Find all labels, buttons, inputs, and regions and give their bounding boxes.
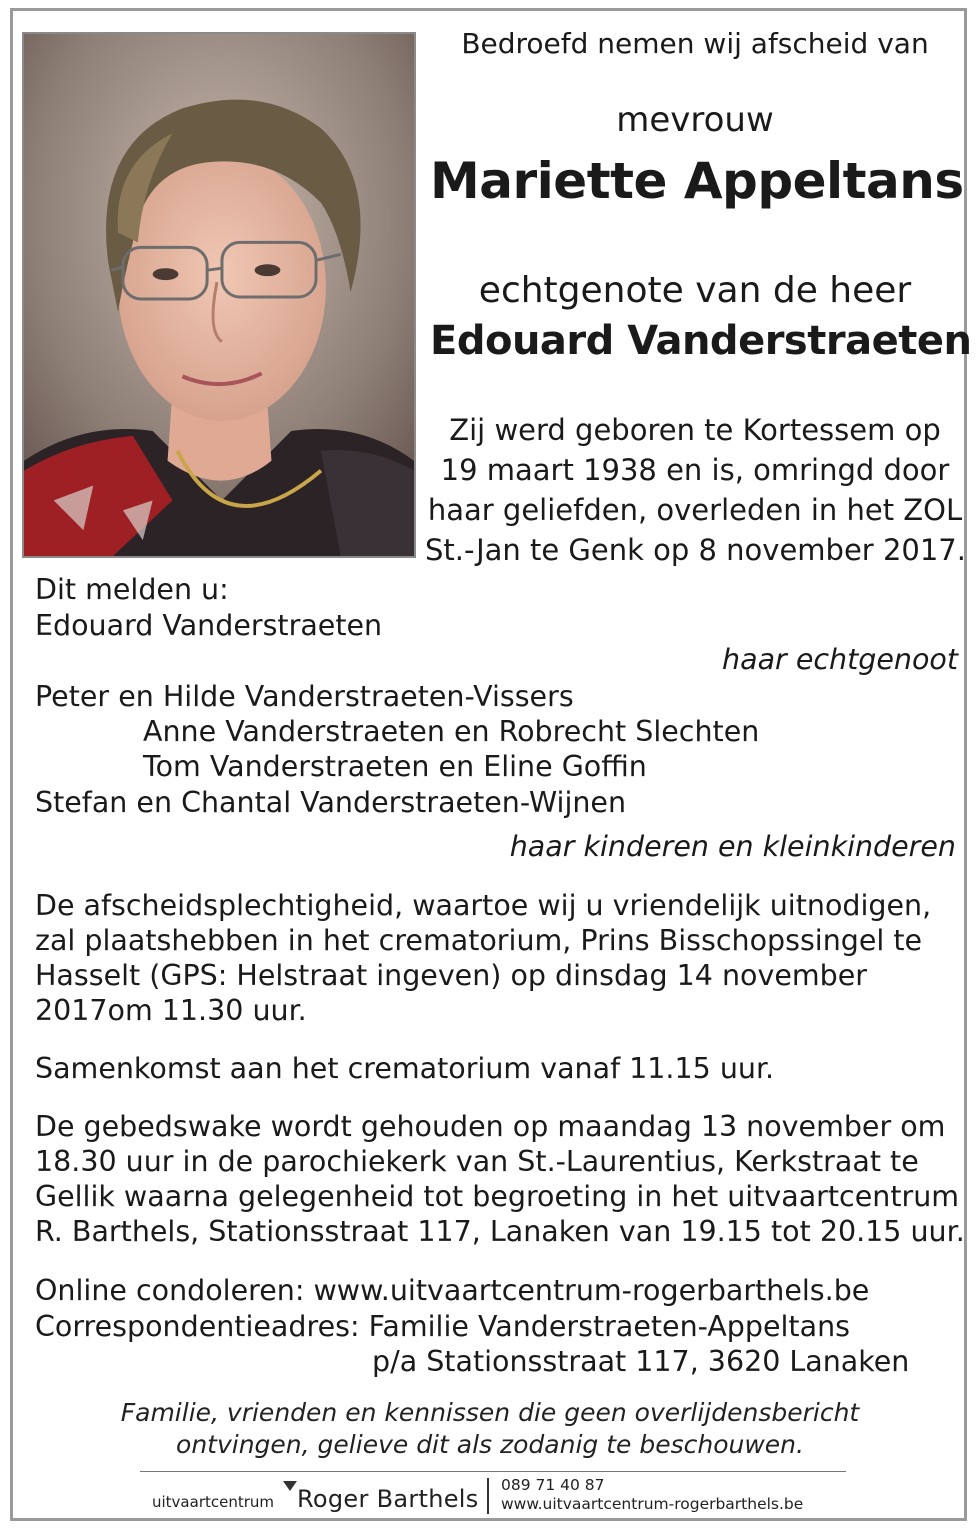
birth-line: St.-Jan te Genk op 8 november 2017. <box>425 533 966 567</box>
correspondence-line: Correspondentieadres: Familie Vanderstraeten-Appeltans <box>35 1310 850 1343</box>
wake-paragraph <box>35 1109 965 1249</box>
birth-line: 19 maart 1938 en is, omringd door <box>440 453 950 487</box>
wake-line: R. Barthels, Stationsstraat 117, Lanaken van 19.15 tot 20.15 uur. <box>35 1215 965 1248</box>
family-member: Peter en Hilde Vanderstraeten-Vissers <box>35 680 574 713</box>
footer-phone: 089 71 40 87 <box>501 1476 605 1494</box>
ceremony-line: Hasselt (GPS: Helstraat ingeven) op dinsdag 14 november <box>35 959 867 992</box>
logo-separator <box>487 1478 489 1514</box>
family-role: haar kinderen en kleinkinderen <box>509 830 956 863</box>
announce-intro: Dit melden u: <box>35 573 229 606</box>
spouse-role: haar echtgenoot <box>722 643 958 676</box>
ceremony-paragraph <box>35 888 965 1028</box>
footer-contact <box>501 1476 803 1514</box>
ceremony-line: De afscheidsplechtigheid, waartoe wij u vriendelijk uitnodigen, <box>35 889 932 922</box>
ceremony-line: 2017om 11.30 uur. <box>35 994 307 1027</box>
spouse-intro: echtgenote van de heer <box>478 270 912 311</box>
note-line: Familie, vrienden en kennissen die geen overlijdensbericht <box>120 1398 860 1427</box>
birth-death-info <box>425 410 965 570</box>
logo-triangle-icon <box>283 1481 297 1491</box>
note-line: ontvingen, gelieve dit als zodanig te beschouwen. <box>176 1430 804 1459</box>
announce-spouse: Edouard Vanderstraeten <box>35 609 383 642</box>
birth-line: Zij werd geboren te Kortessem op <box>449 413 941 447</box>
ceremony-line: zal plaatshebben in het crematorium, Prins Bisschopssingel te <box>35 924 923 957</box>
intro-text: Bedroefd nemen wij afscheid van <box>461 27 929 60</box>
deceased-name: Mariette Appeltans <box>430 152 964 210</box>
footer-divider <box>140 1471 846 1472</box>
wake-line: Gellik waarna gelegenheid tot begroeting in het uitvaartcentrum <box>35 1180 960 1213</box>
gathering-text: Samenkomst aan het crematorium vanaf 11.15 uur. <box>35 1052 775 1085</box>
logo-subtitle: uitvaartcentrum <box>152 1493 275 1511</box>
condolence-line: Online condoleren: www.uitvaartcentrum-rogerbarthels.be <box>35 1274 870 1307</box>
address-line: p/a Stationsstraat 117, 3620 Lanaken <box>372 1345 910 1378</box>
family-member: Tom Vanderstraeten en Eline Goffin <box>143 750 647 783</box>
wake-line: De gebedswake wordt gehouden op maandag 13 november om <box>35 1110 946 1143</box>
spouse-name: Edouard Vanderstraeten <box>430 318 972 364</box>
family-member: Stefan en Chantal Vanderstraeten-Wijnen <box>35 786 627 819</box>
footer-website: www.uitvaartcentrum-rogerbarthels.be <box>501 1495 804 1513</box>
family-member: Anne Vanderstraeten en Robrecht Slechten <box>143 715 760 748</box>
wake-line: 18.30 uur in de parochiekerk van St.-Laurentius, Kerkstraat te <box>35 1145 919 1178</box>
birth-line: haar geliefden, overleden in het ZOL <box>427 493 963 527</box>
portrait-photo <box>22 32 416 558</box>
logo-name: Roger Barthels <box>297 1485 479 1513</box>
notice-note <box>60 1397 920 1461</box>
honorific: mevrouw <box>616 100 774 140</box>
